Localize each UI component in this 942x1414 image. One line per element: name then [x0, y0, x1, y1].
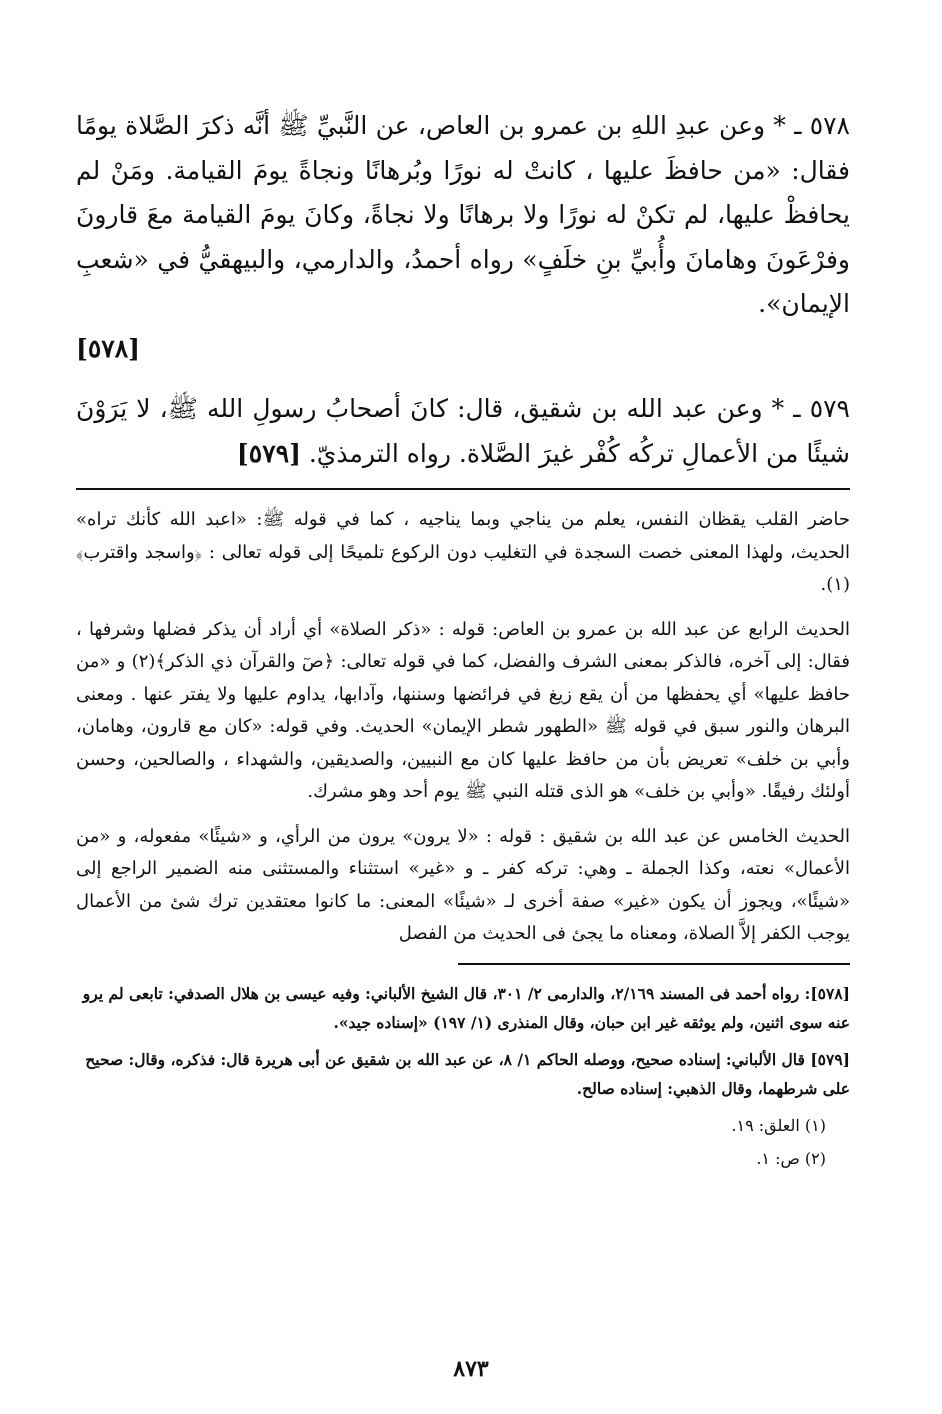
page-body [76, 104, 850, 1177]
commentary-paragraph: الحديث الخامس عن عبد الله بن شقيق : قوله : «لا يرون» يرون من الرأي، و «شيئًا» مفعوله، و «من الأعمال» نعته، وكذا الجملة ـ وهي: تركه كفر ـ و «غير» استثناء والمستثنى منه الضمير الراجع إلى «شيئًا»، ويجوز أن يكون «غير» صفة أخرى لـ «شيئًا» المعنى: ما كانوا معتقدين ترك شئ من الأعمال يوجب الكفر إلاَّ الصلاة، ومعناه ما يجئ فى الحديث من الفصل [76, 825, 850, 944]
footnote: (١) العلق: ١٩. [731, 1115, 826, 1135]
hadith-reference: [٥٧٨] [76, 333, 140, 363]
commentary-paragraph: الحديث الرابع عن عبد الله بن عمرو بن العاص: قوله : «ذكر الصلاة» أي أراد أن يذكر فضلها وشرفها ، فقال: إلى آخره، فالذكر بمعنى الشرف والفضل، كما في قوله تعالى: ﴿صٓ والقرآن ذي الذكر﴾(٢) و «من حافظ عليها» أي يحفظها من أن يقع زيغ في فرائضها وسننها، وآدابها، يداوم عليها ولا يفتر عنها . ومعنى البرهان والنور سبق في قوله ﷺ «الطهور شطر الإيمان» الحديث. وفي قوله: «كان مع قارون، وهامان، وأبي بن خلف» تعريض بأن من حافظ عليها كان مع النبيين، والصديقين، والشهداء ، والصالحين، وحسن أولئك رفيقًا. «وأبي بن خلف» هو الذى قتله النبي ﷺ يوم أحد وهو مشرك. [76, 618, 850, 802]
hadith-578 [76, 104, 850, 371]
takhrij-notes [76, 979, 850, 1103]
footnote: (٢) ص: ١. [756, 1148, 826, 1168]
page-number: ٨٧٣ [453, 1356, 489, 1382]
hadith-579 [76, 387, 850, 476]
takhrij-note: [٥٧٨]: رواه أحمد فى المسند ٢/١٦٩، والدارمى ٢/ ٣٠١، قال الشيخ الألباني: وفيه عيسى بن هلال الصدفي: تابعى لم يرو عنه سوى اثنين، ولم يوثقه غير ابن حبان، وقال المنذرى (١/ ١٩٧) «إسناده جيد». [82, 983, 850, 1032]
hadith-text: ٥٧٩ ـ * وعن عبد الله بن شقيق، قال: كانَ أصحابُ رسولِ الله ﷺ، لا يَرَوْنَ شيئًا من الأعمالِ تركُه كُفْر غيرَ الصَّلاة. رواه الترمذيّ. [٥٧٩] [76, 394, 850, 468]
commentary-paragraph: حاضر القلب يقظان النفس، يعلم من يناجي وبما يناجيه ، كما في قوله ﷺ: «اعبد الله كأنك تراه» الحديث، ولهذا المعنى خصت السجدة في التغليب دون الركوع تلميحًا إلى قوله تعالى : ﴿واسجد واقترب﴾(١). [76, 509, 850, 595]
hadith-reference: [٥٧٩] [236, 438, 301, 468]
commentary [76, 504, 850, 951]
commentary-divider [76, 488, 850, 490]
notes-divider [458, 963, 850, 965]
takhrij-note: [٥٧٩] قال الألباني: إسناده صحيح، ووصله الحاكم ١/ ٨، عن عبد الله بن شقيق عن أبى هريرة قال: فذكره، وقال: صحيح على شرطهما، وقال الذهبي: إسناده صالح. [85, 1049, 850, 1098]
hadith-text: ٥٧٨ ـ * وعن عبدِ اللهِ بن عمرو بن العاص، عن النَّبيِّ ﷺ أنَّه ذكرَ الصَّلاة يومًا فقال: «من حافظَ عليها ، كانتْ له نورًا وبُرهانًا ونجاةً يومَ القيامة. ومَنْ لم يحافظْ عليها، لم تكنْ له نورًا ولا برهانًا ولا نجاةً، وكانَ يومَ القيامة معَ قارونَ وفرْعَونَ وهامانَ وأُبيِّ بنِ خلَفٍ» رواه أحمدُ، والدارمي، والبيهقيُّ في «شعبِ الإيمان». [76, 111, 850, 318]
